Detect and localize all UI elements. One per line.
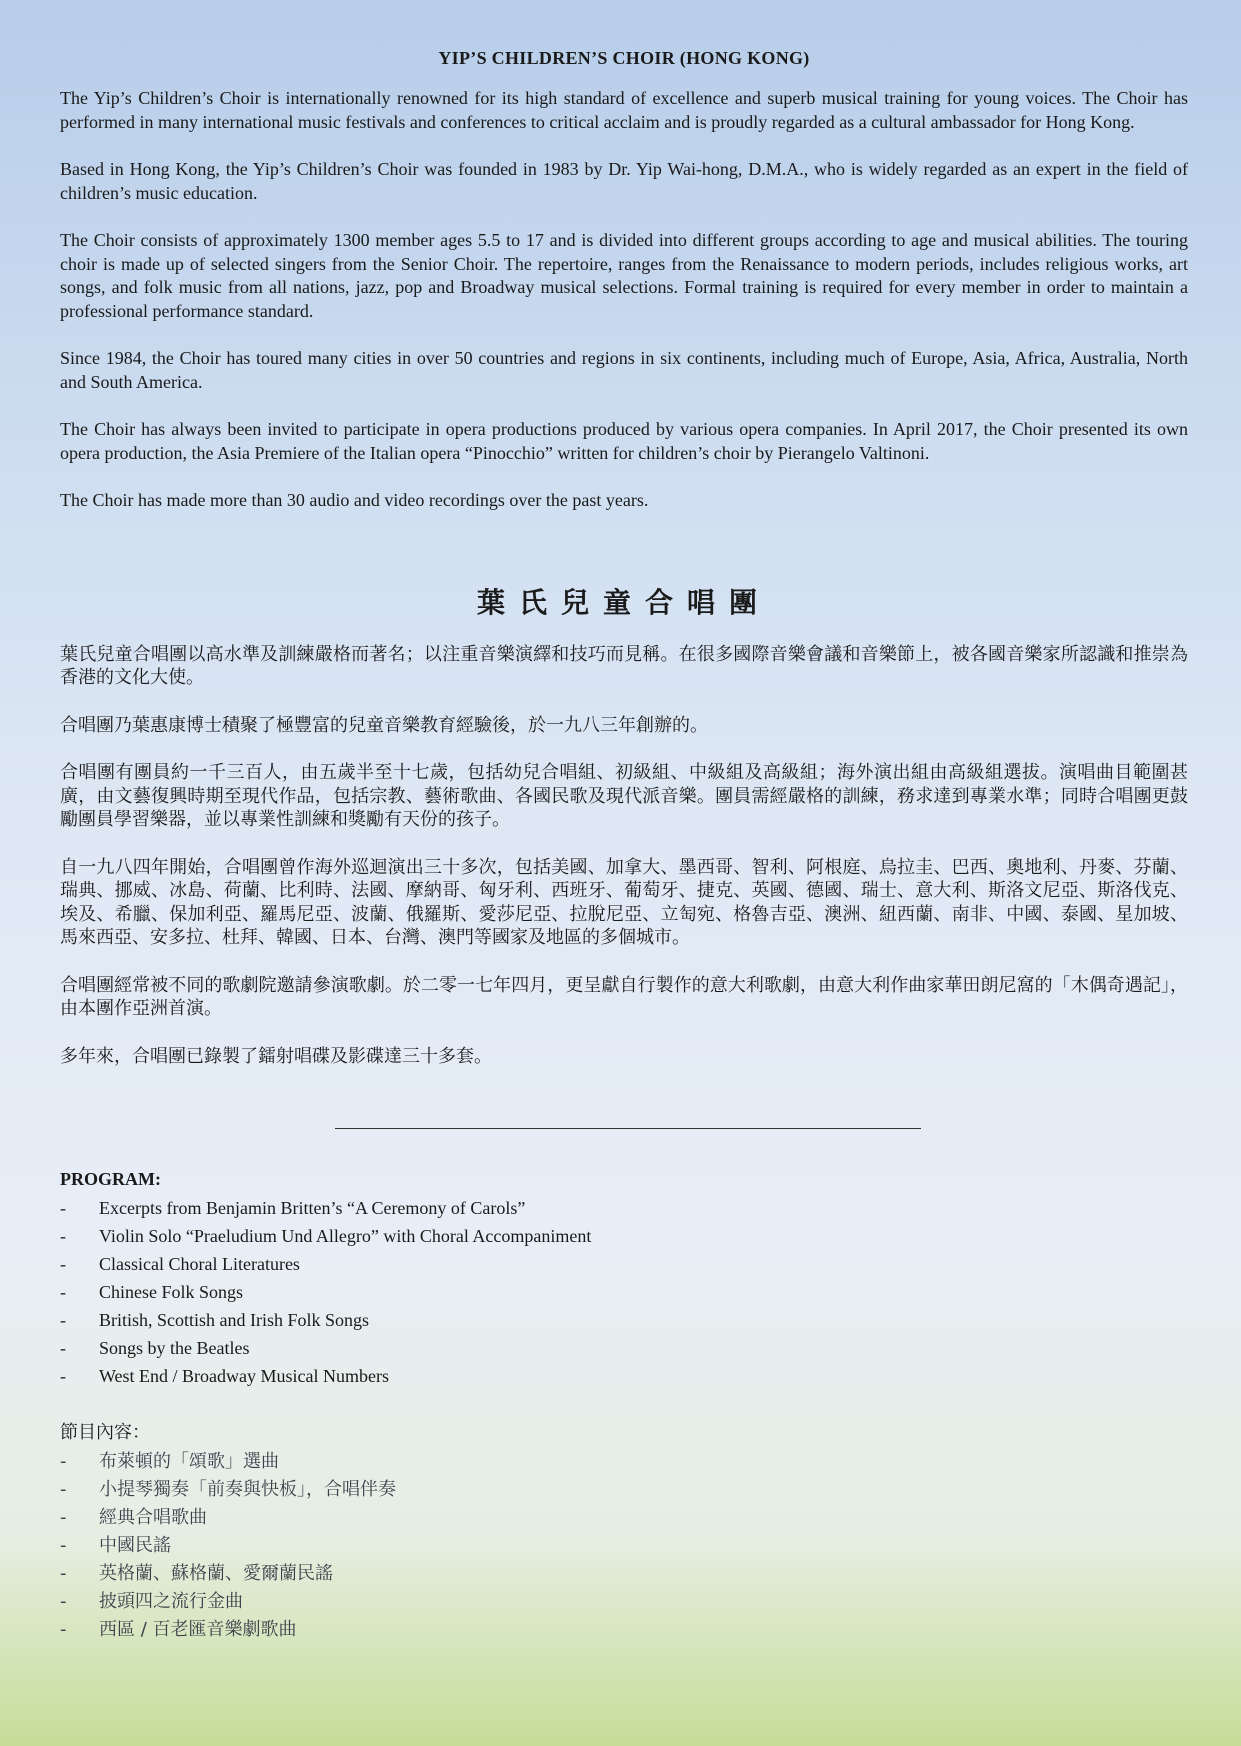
program-item xyxy=(60,1194,1188,1222)
dash-bullet: - xyxy=(60,1254,66,1274)
program-item-text: 西區 / 百老匯音樂劇歌曲 xyxy=(99,1619,297,1640)
program-item-text: 中國民謠 xyxy=(99,1535,171,1556)
english-paragraph: The Choir has always been invited to participate in opera productions produced by various opera companies. In April 2017, the Choir presented its own opera production, the Asia Premiere of the Italian opera “Pinocchio” written for children’s choir by Pierangelo Valtinoni. xyxy=(60,419,1188,463)
dash-bullet: - xyxy=(60,1226,66,1246)
dash-bullet: - xyxy=(60,1591,67,1612)
dash-bullet: - xyxy=(60,1338,66,1358)
program-heading: PROGRAM: xyxy=(60,1169,161,1189)
dash-bullet: - xyxy=(60,1310,66,1330)
dash-bullet: - xyxy=(60,1366,66,1386)
program-list xyxy=(60,1194,1188,1390)
divider-line xyxy=(335,1128,921,1129)
program-item xyxy=(60,1278,1188,1306)
chinese-paragraph: 多年來，合唱團已錄製了鐳射唱碟及影碟達三十多套。 xyxy=(60,1045,492,1067)
program-item-text: 小提琴獨奏「前奏與快板」，合唱伴奏 xyxy=(99,1479,396,1500)
english-paragraph: The Choir consists of approximately 1300 member ages 5.5 to 17 and is divided into different groups according to age and musical abilities. The touring choir is made up of selected singers from the Senior Choir. The repertoire, ranges from the Renaissance to modern periods, includes religious works, art songs, and folk music from all nations, jazz, pop and Broadway musical selections. Formal training is required for every member in order to maintain a professional performance standard. xyxy=(60,230,1188,321)
dash-bullet: - xyxy=(60,1479,67,1500)
dash-bullet: - xyxy=(60,1507,67,1528)
program-item xyxy=(60,1616,1188,1644)
program-list-chinese xyxy=(60,1448,1188,1644)
english-paragraph: Since 1984, the Choir has toured many cities in over 50 countries and regions in six continents, including much of Europe, Asia, Africa, Australia, North and South America. xyxy=(60,348,1188,392)
chinese-paragraph: 合唱團乃葉惠康博士積聚了極豐富的兒童音樂教育經驗後，於一九八三年創辦的。 xyxy=(60,714,708,736)
program-item-text: Violin Solo “Praeludium Und Allegro” with Choral Accompaniment xyxy=(99,1226,592,1246)
program-item xyxy=(60,1334,1188,1362)
dash-bullet: - xyxy=(60,1451,67,1472)
program-item-text: British, Scottish and Irish Folk Songs xyxy=(99,1310,370,1330)
english-paragraph: The Choir has made more than 30 audio and video recordings over the past years. xyxy=(60,490,649,510)
program-item-text: 披頭四之流行金曲 xyxy=(99,1591,243,1612)
program-item xyxy=(60,1362,1188,1390)
dash-bullet: - xyxy=(60,1563,67,1584)
english-paragraph: Based in Hong Kong, the Yip’s Children’s Choir was founded in 1983 by Dr. Yip Wai-hong, D.M.A., who is widely regarded as an expert in the field of children’s music education. xyxy=(60,159,1188,203)
dash-bullet: - xyxy=(60,1535,67,1556)
document-page xyxy=(60,48,1188,1644)
chinese-section xyxy=(60,643,1188,1069)
program-item xyxy=(60,1250,1188,1278)
chinese-paragraph: 自一九八四年開始，合唱團曾作海外巡迴演出三十多次，包括美國、加拿大、墨西哥、智利、阿根庭、烏拉圭、巴西、奧地利、丹麥、芬蘭、瑞典、挪威、冰島、荷蘭、比利時、法國、摩納哥、匈牙利、西班牙、葡萄牙、捷克、英國、德國、瑞士、意大利、斯洛文尼亞、斯洛伐克、埃及、希臘、保加利亞、羅馬尼亞、波蘭、俄羅斯、愛莎尼亞、拉脫尼亞、立匋宛、格魯吉亞、澳洲、紐西蘭、南非、中國、泰國、星加坡、馬來西亞、安多拉、杜拜、韓國、日本、台灣、澳門等國家及地區的多個城市。 xyxy=(60,856,1188,948)
chinese-paragraph: 合唱團有團員約一千三百人，由五歲半至十七歲，包括幼兒合唱組、初級組、中級組及高級組；海外演出組由高級組選拔。演唱曲目範圍甚廣，由文藝復興時期至現代作品，包括宗教、藝術歌曲、各國民歌及現代派音樂。團員需經嚴格的訓練，務求達到專業水準；同時合唱團更鼓勵團員學習樂器，並以專業性訓練和獎勵有天份的孩子。 xyxy=(60,762,1188,830)
program-item xyxy=(60,1532,1188,1560)
program-item-text: 英格蘭、蘇格蘭、愛爾蘭民謠 xyxy=(99,1563,333,1584)
chinese-paragraph: 葉氏兒童合唱團以高水準及訓練嚴格而著名；以注重音樂演繹和技巧而見稱。在很多國際音樂會議和音樂節上，被各國音樂家所認識和推崇為香港的文化大使。 xyxy=(60,643,1188,688)
dash-bullet: - xyxy=(60,1282,66,1302)
program-heading-chinese: 節目內容： xyxy=(60,1422,150,1443)
program-item-text: Classical Choral Literatures xyxy=(99,1254,300,1274)
program-item-text: 經典合唱歌曲 xyxy=(99,1507,207,1528)
program-item-text: 布萊頓的「頌歌」選曲 xyxy=(99,1451,279,1472)
program-item xyxy=(60,1560,1188,1588)
english-title: YIP’S CHILDREN’S CHOIR (HONG KONG) xyxy=(438,48,810,68)
program-item-text: Excerpts from Benjamin Britten’s “A Ceremony of Carols” xyxy=(99,1198,526,1218)
program-item-text: Chinese Folk Songs xyxy=(99,1282,244,1302)
chinese-title: 葉氏兒童合唱團 xyxy=(476,585,771,619)
program-item-text: West End / Broadway Musical Numbers xyxy=(99,1366,389,1386)
program-item-text: Songs by the Beatles xyxy=(99,1338,250,1358)
program-item xyxy=(60,1476,1188,1504)
program-item xyxy=(60,1588,1188,1616)
dash-bullet: - xyxy=(60,1198,66,1218)
program-item xyxy=(60,1504,1188,1532)
english-paragraph: The Yip’s Children’s Choir is internationally renowned for its high standard of excellence and superb musical training for young voices. The Choir has performed in many international music festivals and conferences to critical acclaim and is proudly regarded as a cultural ambassador for Hong Kong. xyxy=(60,88,1188,132)
program-item xyxy=(60,1306,1188,1334)
program-item xyxy=(60,1448,1188,1476)
english-section xyxy=(60,87,1188,513)
dash-bullet: - xyxy=(60,1619,67,1640)
chinese-paragraph: 合唱團經常被不同的歌劇院邀請參演歌劇。於二零一七年四月，更呈獻自行製作的意大利歌劇，由意大利作曲家華田朗尼窩的「木偶奇遇記」，由本團作亞洲首演。 xyxy=(60,974,1188,1019)
program-item xyxy=(60,1222,1188,1250)
